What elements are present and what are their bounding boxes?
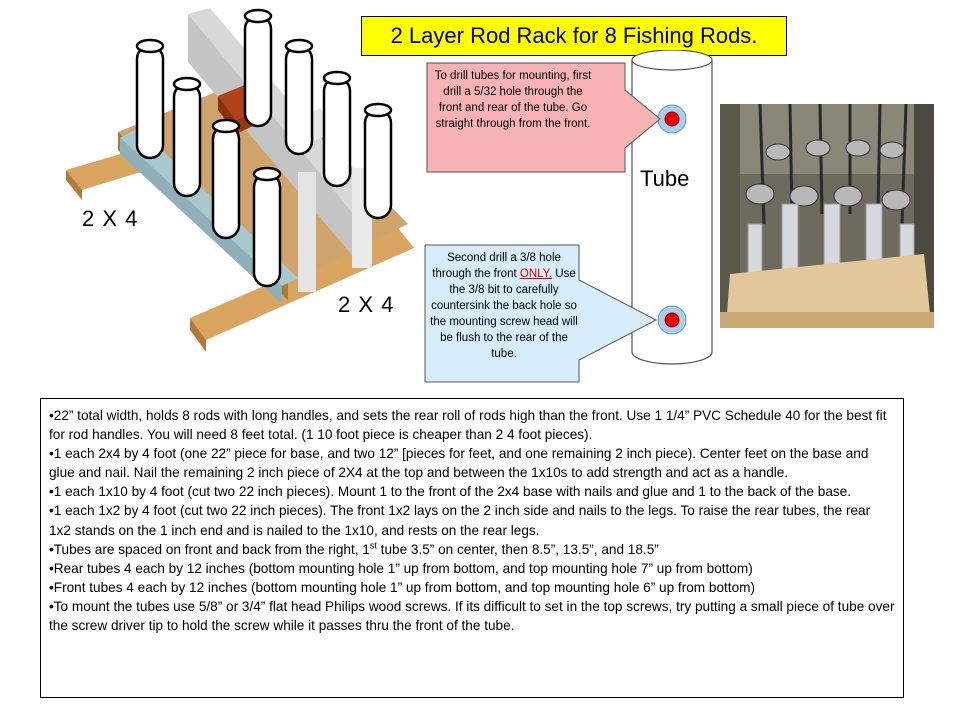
callout-first-drill: To drill tubes for mounting, first drill a 5/32 hole through the front and rear of the tube. Go straight through from the front. [434,70,592,130]
note-line [49,540,895,559]
callout-second-drill-part2: Use the 3/8 bit to carefully countersink the back hole so the mounting screw head will be flush to the rear of the tube. [430,268,578,360]
instructions-box [40,398,904,698]
board-label-2x4-right: 2 X 4 [338,292,395,317]
note-line: •1 each 2x4 by 4 foot (one 22” piece for base, and two 12” [pieces for feet, and one remaining 2 inch piece). Center feet on the base and glue and nail. Nail the remaining 2 inch piece of 2X4 at the top and between the 1x10s to add strength and act as a handle. [49,446,869,481]
note-line: •Rear tubes 4 each by 12 inches (bottom mounting hole 1” up from bottom, and top mounting hole 7” up from bottom) [49,560,753,576]
callout-second-drill-emphasis: ONLY. [519,268,553,280]
note-line-sup: st [369,540,377,551]
tube-label: Tube [640,166,690,191]
rack-photo [720,104,934,328]
note-line-part: •Tubes are spaced on front and back from the right, 1 [49,541,370,557]
note-line: •To mount the tubes use 5/8” or 3/4” flat head Philips wood screws. If its difficult to set in the top screws, try putting a small piece of tube over the screw driver tip to hold the screw while it passes thru the front of the tube. [49,598,895,634]
callout-second-drill [430,250,578,362]
rack-illustration [0,0,420,380]
note-line: •1 each 1x10 by 4 foot (cut two 22 inch pieces). Mount 1 to the front of the 2x4 base with nails and glue and 1 to the back of the base. [49,484,852,500]
board-label-2x4-left: 2 X 4 [82,206,139,231]
note-line-part: tube 3.5” on center, then 8.5”, 13.5”, and 18.5” [376,541,659,557]
note-line: •1 each 1x2 by 4 foot (cut two 22 inch pieces). The front 1x2 lays on the 2 inch side and nails to the legs. To raise the rear tubes, the rear 1x2 stands on the 1 inch end and is nailed to the 1x10, and rests on the rear legs. [49,503,871,538]
note-line: •22” total width, holds 8 rods with long handles, and sets the rear roll of rods high than the front. Use 1 1/4” PVC Schedule 40 for the best fit for rod handles. You will need 8 feet total. (1 10 foot piece is cheaper than 2 4 foot pieces). [49,408,887,443]
note-line: •Front tubes 4 each by 12 inches (bottom mounting hole 1” up from bottom, and top mounting hole 6” up from bottom) [49,579,755,595]
callout-second-drill-part1: Second drill a 3/8 hole through the front [432,252,561,280]
title-box: 2 Layer Rod Rack for 8 Fishing Rods. [361,16,787,56]
